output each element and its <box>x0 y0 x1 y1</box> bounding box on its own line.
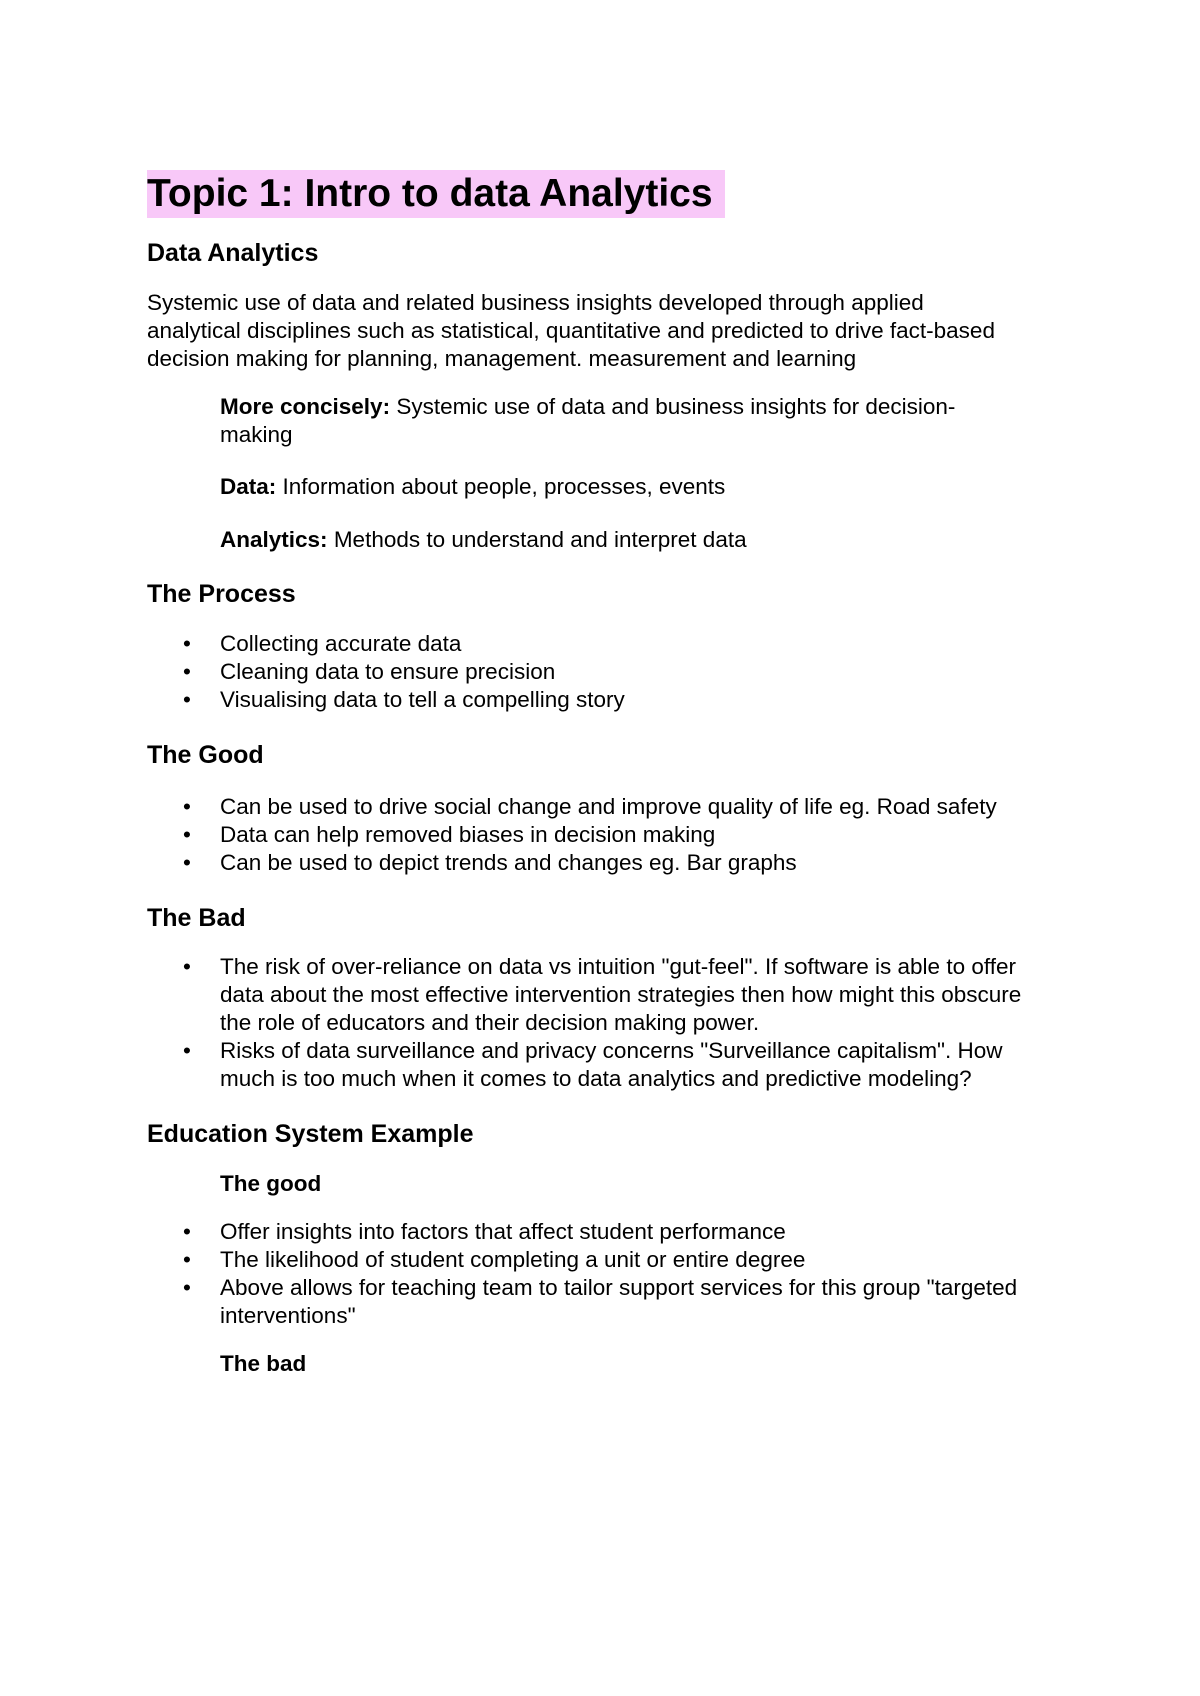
list-item: • The likelihood of student completing a unit or entire degree <box>183 1247 806 1272</box>
term-text: Methods to understand and interpret data <box>333 527 747 552</box>
list-item: • Can be used to drive social change and improve quality of life eg. Road safety <box>183 794 997 819</box>
document-page <box>147 170 1077 1378</box>
data-analytics-definition: Systemic use of data and related business insights developed through applied analytical disciplines such as statistical, quantitative and predicted to drive fact-based decision making for planning, management. measurement and learning <box>147 290 995 371</box>
term-data <box>147 473 1077 501</box>
bullet-icon: • <box>183 954 191 979</box>
section-heading-bad: The Bad <box>147 904 246 932</box>
list-item: • Offer insights into factors that affect student performance <box>183 1219 786 1244</box>
education-good-heading: The good <box>220 1171 322 1196</box>
bullet-icon: • <box>183 794 191 819</box>
list-item: • Collecting accurate data <box>183 631 462 656</box>
section-heading-good: The Good <box>147 741 264 769</box>
term-analytics <box>147 526 1077 554</box>
term-text: Systemic use of data and business insights for decision-making <box>220 394 956 447</box>
bullet-icon: • <box>183 1219 191 1244</box>
list-item: • Cleaning data to ensure precision <box>183 659 556 684</box>
bullet-icon: • <box>183 822 191 847</box>
bullet-icon: • <box>183 631 191 656</box>
list-item: • Above allows for teaching team to tailor support services for this group "targeted interventions" <box>183 1275 1018 1328</box>
bad-list <box>147 953 1047 1093</box>
section-heading-education: Education System Example <box>147 1120 474 1148</box>
term-label: More concisely: <box>220 394 391 419</box>
bullet-icon: • <box>183 687 191 712</box>
term-label: Analytics: <box>220 527 328 552</box>
page-title: Topic 1: Intro to data Analytics <box>147 170 725 218</box>
list-item: • Can be used to depict trends and changes eg. Bar graphs <box>183 850 797 875</box>
bullet-icon: • <box>183 1275 191 1300</box>
list-item: • Data can help removed biases in decision making <box>183 822 716 847</box>
list-item: • Visualising data to tell a compelling story <box>183 687 625 712</box>
list-item: • Risks of data surveillance and privacy concerns "Surveillance capitalism". How much is too much when it comes to data analytics and predictive modeling? <box>183 1038 1003 1091</box>
good-list <box>147 793 1077 877</box>
term-more-concisely <box>147 393 1020 449</box>
bullet-icon: • <box>183 1247 191 1272</box>
section-heading-process: The Process <box>147 580 296 608</box>
list-item: • The risk of over-reliance on data vs intuition "gut-feel". If software is able to offer data about the most effective intervention strategies then how might this obscure the role of educators and their decision making power. <box>183 954 1022 1035</box>
process-list <box>147 630 1077 714</box>
bullet-icon: • <box>183 659 191 684</box>
education-good-list <box>147 1218 1027 1330</box>
bullet-icon: • <box>183 850 191 875</box>
term-label: Data: <box>220 474 277 499</box>
bullet-icon: • <box>183 1038 191 1063</box>
section-heading-data-analytics: Data Analytics <box>147 239 319 267</box>
term-text: Information about people, processes, events <box>282 474 726 499</box>
education-bad-heading: The bad <box>220 1351 307 1376</box>
